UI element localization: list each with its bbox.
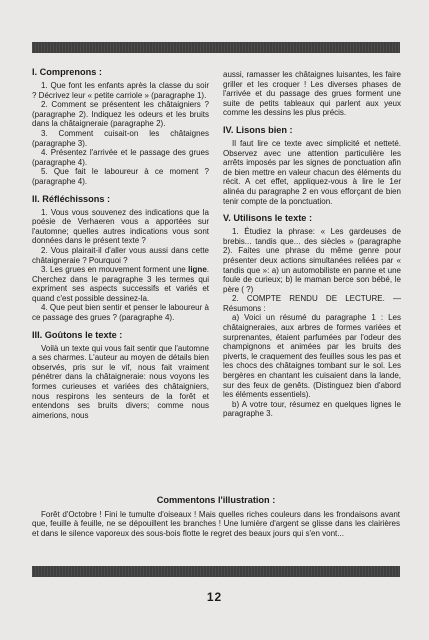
section-title: III. Goûtons le texte : (32, 329, 123, 340)
question (32, 265, 209, 303)
question-text: 3. Les grues en mouvement forment une (41, 265, 189, 275)
question: 4. Que peut bien sentir et penser le laboureur à ce passage des grues ? (paragraphe 4). (32, 303, 209, 323)
question: 2. Comment se présentent les châtaigniers ? (paragraphe 2). Indiquez les odeurs et les bruits dans la châtaigneraie (paragraphe 2). (32, 100, 209, 129)
section-goutons (32, 330, 209, 421)
question: 1. Vous vous souvenez des indications que la poésie de Verhaeren vous a apportées sur l'automne; quelles autres indications vous sont données dans le présent texte ? (32, 207, 209, 246)
section-continued (223, 70, 401, 118)
question: 5. Que fait le laboureur à ce moment ? (paragraphe 4). (32, 167, 209, 186)
section-title: II. Réfléchissons : (32, 193, 111, 204)
section-comprenons (32, 67, 209, 187)
left-column (32, 67, 209, 427)
section-title: I. Comprenons : (32, 67, 102, 77)
section-reflechissons (32, 194, 209, 323)
paragraph: b) A votre tour, résumez en quelques lignes le paragraphe 3. (223, 399, 401, 419)
right-column (223, 70, 401, 426)
question: 1. Étudiez la phrase: « Les gardeuses de brebis... tandis que... des siècles » (paragraphe 2). Faites une phrase du même genre pour présenter deux actions simultanées reliées par « tandis que »: a) un automobiliste en panne et une foule de curieux; b) le maman berce son bébé, le père ( ?) (223, 227, 401, 294)
section-title: V. Utilisons le texte : (223, 213, 313, 224)
section-title: IV. Lisons bien : (223, 124, 293, 135)
emphasis-word: ligne (188, 265, 207, 275)
page-number: 12 (206, 590, 223, 604)
paragraph: a) Voici un résumé du paragraphe 1 : Les châtaigneraies, aux arbres de formes variées et surprenantes, étaient parfumées par l'odeur des champignons et animées par les bruits des piverts, le craquement des feuilles sous les pas et les chocs des châtaignes tombant sur le sol. Les bergères en chantant les cuisaient dans la lande, sur des feux de genêts. (Distinguez bien d'abord les éléments essentiels). (223, 313, 401, 400)
question-text: . Cherchez dans le paragraphe 3 les termes qui expriment ses aspects successifs et variés et quand c'est possible dessinez-la. (32, 265, 209, 303)
top-decorative-band (32, 42, 400, 53)
question: 2. Vous plairait-il d'aller vous aussi dans cette châtaigneraie ? Pourquoi ? (32, 245, 209, 265)
paragraph: Voilà un texte qui vous fait sentir que l'automne a ses charmes. L'auteur au moyen de détails bien observés, pris sur le vif, nous fait vraiment pénétrer dans la châtaigneraie: nous voyons les formes curieuses et variées des châtaigniers, nous respirons les senteurs de la forêt et entendons ses bruits divers; comme nous aimerions, nous (32, 343, 209, 420)
paragraph: aussi, ramasser les châtaignes luisantes, les faire griller et les croquer ! Les diverses phases de l'arrivée et du passage des grues forment une suite de petits tableaux qui parlent aux yeux comme les dessins les plus précis. (223, 70, 401, 118)
section-utilisons (223, 213, 401, 419)
question: 1. Que font les enfants après la classe du soir ? Décrivez leur « petite carriole » (paragraphe 1). (32, 81, 209, 100)
illustration-commentary (32, 496, 400, 538)
question: 3. Comment cuisait-on les châtaignes (paragraphe 3). (32, 128, 209, 148)
question: 4. Présentez l'arrivée et le passage des grues (paragraphe 4). (32, 148, 209, 167)
question: 2. COMPTE RENDU DE LECTURE. — Résumons : (223, 294, 401, 313)
paragraph: Il faut lire ce texte avec simplicité et netteté. Observez avec une attention particulière les arrêts imposés par les signes de ponctuation afin de bien mettre en valeur chacun des éléments du récit. A cet effet, appliquez-vous à lire le 1er alinéa du paragraphe 2 en vous efforçant de bien tenir compte de la ponctuation. (223, 138, 401, 206)
bottom-decorative-band (32, 566, 400, 577)
section-title: Commentons l'illustration : (156, 495, 276, 505)
paragraph: Forêt d'Octobre ! Fini le tumulte d'oiseaux ! Mais quelles riches couleurs dans les frondaisons avant que, feuille à feuille, ne se dépouillent les branches ! Une lumière d'argent se glisse dans les clairières et dans le silence vaporeux des sous-bois flotte le regret des beaux jours qui s'en vont... (32, 509, 400, 538)
section-lisons (223, 125, 401, 206)
